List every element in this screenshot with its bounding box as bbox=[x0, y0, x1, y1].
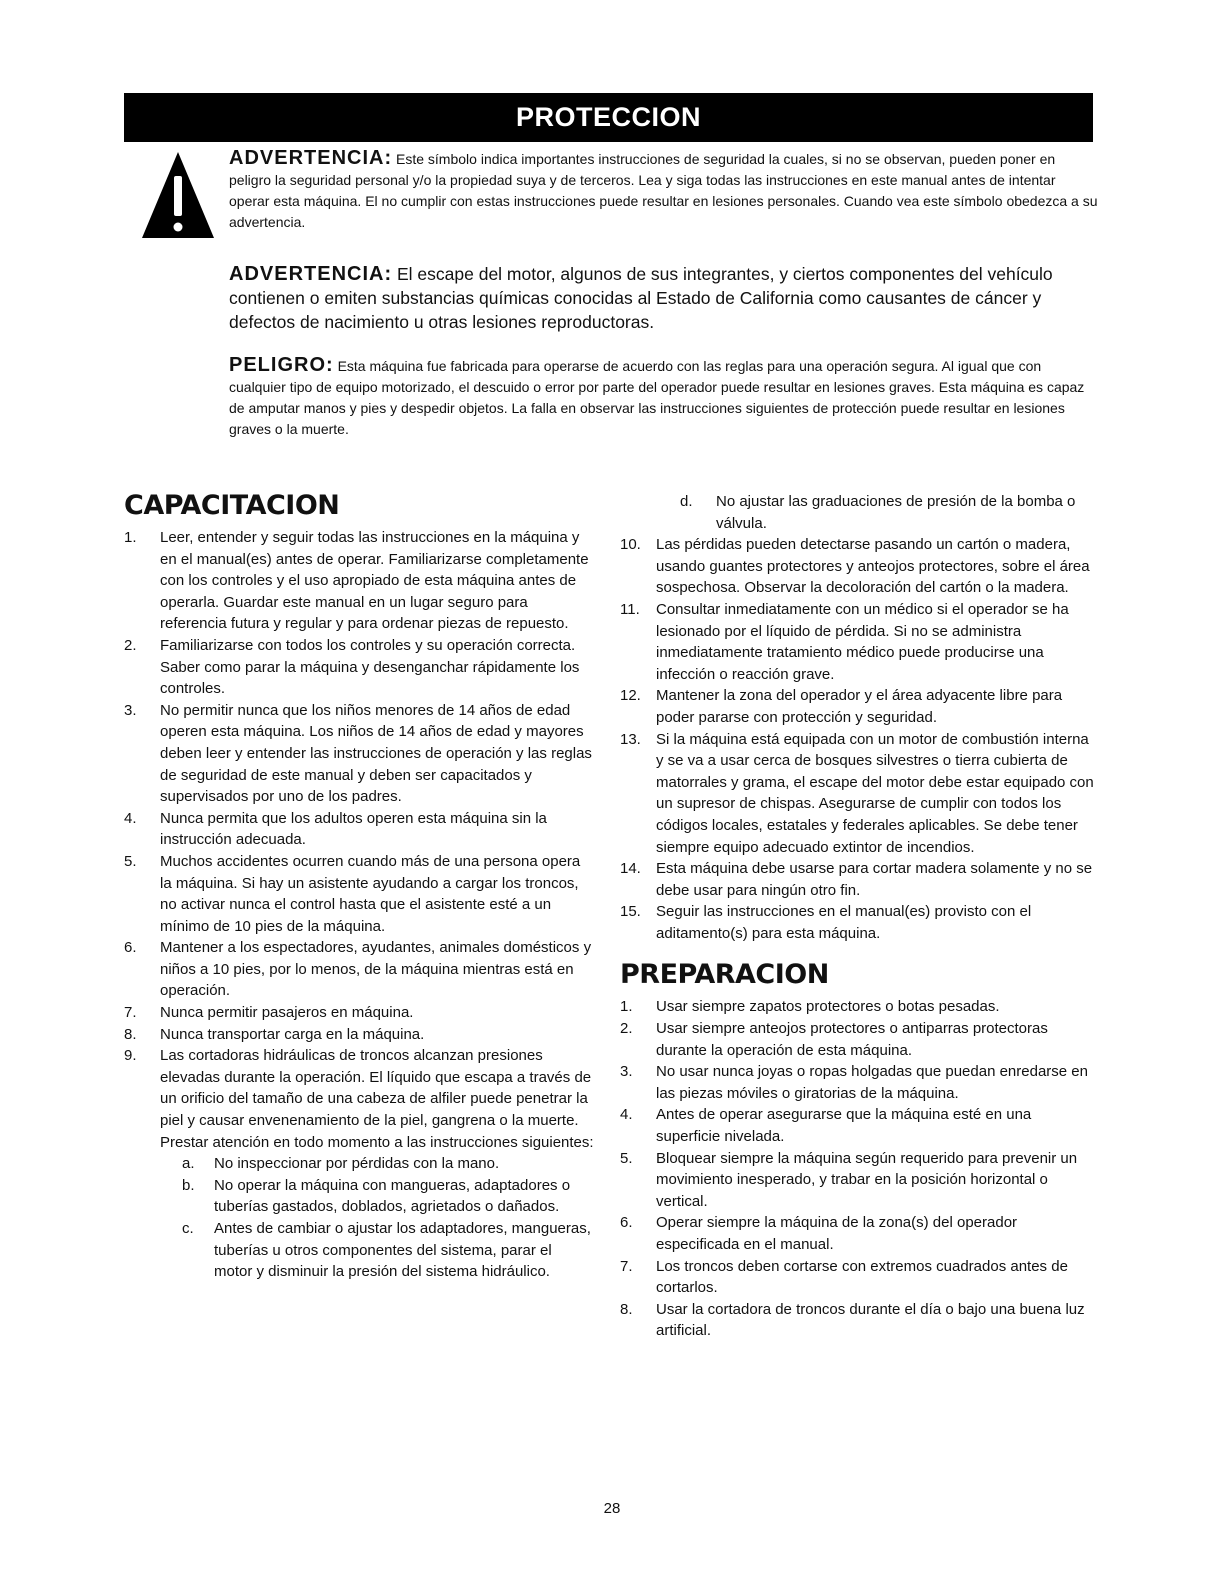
item-text: Nunca transportar carga en la máquina. bbox=[160, 1025, 425, 1043]
list-item bbox=[620, 1212, 1096, 1255]
warning-text: Este símbolo indica importantes instrucciones de seguridad la cuales, si no se observan, pueden poner en peligro la seguridad personal y/o la propiedad suya y de terceros. Lea y siga todas las instrucciones en este manual antes de intentar operar esta máquina. El no cumplir con estas instrucciones puede resultar en lesiones personales. Cuando vea este símbolo obedezca a su advertencia. bbox=[229, 151, 1098, 230]
warning-text: El escape del motor, algunos de sus integrantes, y ciertos componentes del vehículo contienen o emiten substancias químicas conocidas al Estado de California como causantes de cáncer y defectos de nacimiento u otras lesiones reproductoras. bbox=[229, 264, 1053, 332]
item-text: Nunca permitir pasajeros en máquina. bbox=[160, 1004, 414, 1022]
item-text: Mantener a los espectadores, ayudantes, animales domésticos y niños a 10 pies, por lo menos, de la máquina mientras está en operación. bbox=[160, 939, 592, 1000]
danger-text: Esta máquina fue fabricada para operarse de acuerdo con las reglas para una operación segura. Al igual que con cualquier tipo de equipo motorizado, el descuido o error por parte del operador puede resultar en lesiones graves. Esta máquina es capaz de amputar manos y pies y despedir objetos. La falla en observar las instrucciones siguientes de protección puede resultar en lesiones graves o la muerte. bbox=[229, 358, 1085, 437]
preparacion-list bbox=[620, 996, 1096, 1342]
capacitacion-heading: CAPACITACION bbox=[124, 490, 340, 521]
item-text: Las cortadoras hidráulicas de troncos alcanzan presiones elevadas durante la operación. El líquido que escapa a través de un orificio del tamaño de una cabeza de alfiler puede penetrar la piel y causar envenenamiento de la piel, gangrena o la muerte. Prestar atención en todo momento a las instrucciones siguientes: bbox=[160, 1047, 594, 1151]
item-text: Consultar inmediatamente con un médico si el operador se ha lesionado por el líquido de pérdida. Si no se administra inmediatamente tratamiento médico puede producirse una infección o reacción grave. bbox=[656, 600, 1069, 683]
list-item bbox=[620, 858, 1096, 901]
item-text: Usar siempre anteojos protectores o antiparras protectoras durante la operación de esta máquina. bbox=[656, 1020, 1048, 1059]
left-column bbox=[124, 489, 594, 1283]
item-text: Los troncos deben cortarse con extremos cuadrados antes de cortarlos. bbox=[656, 1257, 1068, 1297]
item-number: 7. bbox=[124, 1004, 137, 1022]
danger-notice bbox=[229, 355, 1099, 440]
item-text: Mantener la zona del operador y el área adyacente libre para poder pararse con protección y seguridad. bbox=[656, 687, 1063, 726]
list-item bbox=[124, 700, 594, 808]
item-text: Bloquear siempre la máquina según requerido para prevenir un movimiento inesperado, y trabar en la posición horizontal o vertical. bbox=[656, 1149, 1078, 1210]
item-number: 1. bbox=[124, 529, 137, 546]
item-number: 12. bbox=[620, 687, 641, 705]
item-number: 13. bbox=[620, 730, 641, 748]
item-text: Esta máquina debe usarse para cortar madera solamente y no se debe usar para ningún otro fin. bbox=[656, 860, 1093, 899]
list-item bbox=[620, 1104, 1096, 1147]
sub-list-item bbox=[124, 1175, 594, 1218]
page-number: 28 bbox=[603, 1500, 621, 1517]
item-text: Usar la cortadora de troncos durante el día o bajo una buena luz artificial. bbox=[656, 1300, 1085, 1340]
item-number: 11. bbox=[620, 600, 640, 618]
item-number: 1. bbox=[620, 998, 633, 1016]
list-item bbox=[620, 1148, 1096, 1213]
item-number: 6. bbox=[124, 939, 137, 957]
right-column bbox=[620, 491, 1096, 1342]
item-text: No ajustar las graduaciones de presión de la bomba o válvula. bbox=[716, 493, 1076, 532]
item-number: 9. bbox=[124, 1047, 137, 1065]
item-number: 3. bbox=[620, 1063, 633, 1081]
list-item bbox=[620, 1018, 1096, 1061]
sub-list-item bbox=[620, 491, 1096, 534]
list-item bbox=[620, 1061, 1096, 1104]
item-text: Muchos accidentes ocurren cuando más de una persona opera la máquina. Si hay un asistente ayudando a cargar los troncos, no activar nunca el control hasta que el asistente esté a un mínimo de 10 pies de la máquina. bbox=[160, 852, 581, 935]
item-text: Seguir las instrucciones en el manual(es) provisto con el aditamento(s) para esta máquina. bbox=[656, 903, 1032, 942]
warning-label: ADVERTENCIA: bbox=[229, 263, 393, 285]
section-banner: PROTECCION bbox=[124, 93, 1093, 142]
list-item bbox=[620, 901, 1096, 944]
item-number: 2. bbox=[124, 636, 137, 654]
list-item bbox=[124, 937, 594, 1002]
item-number: 4. bbox=[124, 809, 137, 827]
item-number: 5. bbox=[124, 852, 137, 870]
item-letter: d. bbox=[680, 493, 693, 510]
list-item bbox=[620, 729, 1096, 859]
item-text: Familiarizarse con todos los controles y su operación correcta. Saber como parar la máquina y desenganchar rápidamente los controles. bbox=[160, 636, 580, 698]
item-letter: a. bbox=[182, 1155, 195, 1173]
warning-1 bbox=[229, 148, 1099, 233]
item-text: Usar siempre zapatos protectores o botas pesadas. bbox=[656, 998, 1000, 1016]
warning-2 bbox=[229, 262, 1099, 334]
list-item bbox=[620, 534, 1096, 599]
sub-list-item bbox=[124, 1218, 594, 1283]
list-item bbox=[124, 1045, 594, 1153]
item-letter: b. bbox=[182, 1176, 195, 1194]
item-text: No permitir nunca que los niños menores de 14 años de edad operen esta máquina. Los niños de 14 años de edad y mayores deben leer y entender las instrucciones de operación y las reglas de seguridad de este manual y deben ser capacitados y supervisados por uno de los padres. bbox=[160, 701, 592, 806]
item-text: Si la máquina está equipada con un motor de combustión interna y se va a usar cerca de bosques silvestres o tierra cubierta de matorrales y grama, el escape del motor debe estar equipado con un supresor de chispas. Asegurarse de cumplir con todos los códigos locales, estatales y federales aplicables. Se debe tener siempre equipo adecuado extintor de incendios. bbox=[656, 730, 1094, 856]
item-text: No operar la máquina con mangueras, adaptadores o tuberías gastados, doblados, agrietados o dañados. bbox=[214, 1176, 571, 1216]
list-item bbox=[124, 1024, 594, 1046]
list-item bbox=[620, 996, 1096, 1018]
item-text: No inspeccionar por pérdidas con la mano. bbox=[214, 1155, 500, 1173]
item-number: 15. bbox=[620, 903, 641, 921]
item-text: Nunca permita que los adultos operen esta máquina sin la instrucción adecuada. bbox=[160, 809, 547, 849]
list-item bbox=[620, 1256, 1096, 1299]
item-text: Las pérdidas pueden detectarse pasando un cartón o madera, usando guantes protectores y anteojos protectores, sobre el área sospechosa. Observar la decoloración del cartón o la madera. bbox=[656, 536, 1090, 597]
item-number: 4. bbox=[620, 1106, 633, 1124]
item-text: Leer, entender y seguir todas las instrucciones en la máquina y en el manual(es) antes de operar. Familiarizarse completamente con los controles y el uso apropiado de esta máquina antes de operarla. Guardar este manual en un lugar seguro para referencia futura y regular y para ordenar piezas de repuesto. bbox=[160, 529, 589, 633]
preparacion-heading: PREPARACION bbox=[620, 959, 829, 991]
list-item bbox=[620, 685, 1096, 728]
capacitacion-list bbox=[124, 527, 594, 1283]
list-item bbox=[124, 527, 594, 635]
item-number: 7. bbox=[620, 1257, 633, 1275]
item-number: 8. bbox=[620, 1300, 633, 1318]
list-item bbox=[124, 851, 594, 937]
sub-list-item bbox=[124, 1153, 594, 1175]
list-item bbox=[124, 1002, 594, 1024]
warning-label: ADVERTENCIA: bbox=[229, 147, 393, 169]
item-text: Antes de operar asegurarse que la máquina esté en una superficie nivelada. bbox=[656, 1106, 1032, 1146]
item-number: 10. bbox=[620, 536, 641, 554]
list-item bbox=[124, 635, 594, 700]
warning-triangle-icon bbox=[140, 150, 216, 240]
item-text: No usar nunca joyas o ropas holgadas que puedan enredarse en las piezas móviles o giratorias de la máquina. bbox=[656, 1063, 1088, 1102]
item-number: 8. bbox=[124, 1025, 137, 1043]
item-text: Antes de cambiar o ajustar los adaptadores, mangueras, tuberías u otros componentes del sistema, parar el motor y disminuir la presión del sistema hidráulico. bbox=[214, 1220, 591, 1281]
item-number: 14. bbox=[620, 860, 641, 878]
list-item bbox=[620, 1299, 1096, 1342]
item-letter: c. bbox=[182, 1220, 194, 1237]
item-number: 3. bbox=[124, 701, 137, 719]
capacitacion-list-continued bbox=[620, 491, 1096, 944]
list-item bbox=[620, 599, 1096, 685]
item-number: 6. bbox=[620, 1214, 633, 1232]
item-text: Operar siempre la máquina de la zona(s) del operador especificada en el manual. bbox=[656, 1214, 1018, 1253]
danger-label: PELIGRO: bbox=[229, 354, 334, 376]
item-number: 2. bbox=[620, 1020, 633, 1038]
item-number: 5. bbox=[620, 1149, 633, 1167]
list-item bbox=[124, 808, 594, 851]
